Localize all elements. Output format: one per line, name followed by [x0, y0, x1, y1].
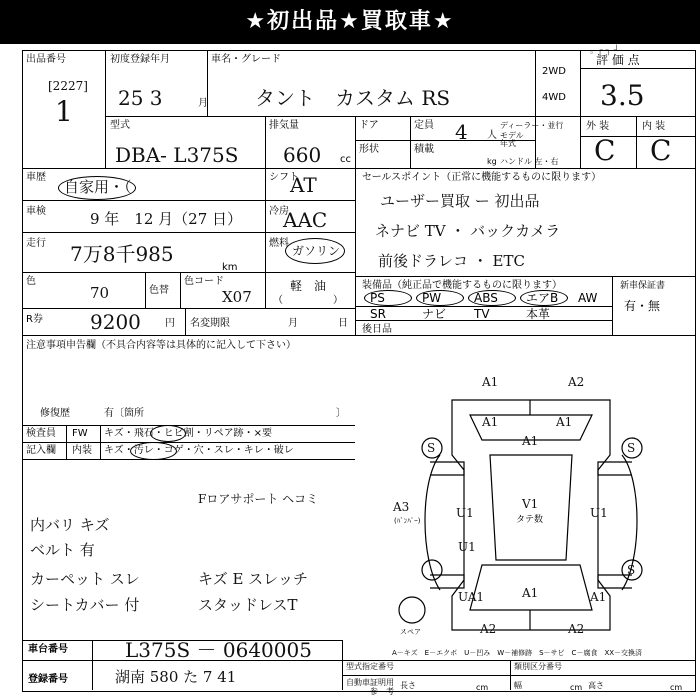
note-3: ベルト 有 [30, 541, 95, 559]
label-first-reg: 初度登録年月 [110, 54, 170, 65]
label-interior: 内 装 [642, 121, 666, 132]
diag-a1-b: A1 [482, 415, 499, 429]
int-check-items: キズ・汚レ・コゲ・穴・スレ・キレ・破レ [104, 445, 294, 456]
ext-check-items: キズ・飛石・ヒビ割・リペア跡・×要 [104, 428, 272, 439]
label-cm-3: cm [670, 683, 683, 692]
label-meigi: 名変期限 [190, 318, 230, 329]
damage-legend: A－キズ E－エクボ U－凹み W－補修跡 S－サビ C－腐食 XX－交換済 [392, 649, 643, 657]
repair-value: 有〔箇所 [104, 408, 144, 419]
label-inspection: 車検 [26, 206, 46, 217]
displacement-value: 660 [283, 143, 322, 167]
label-score: 評 価 点 [596, 53, 640, 67]
label-ref: 参 考 [370, 687, 394, 696]
color-code-value: X07 [222, 288, 252, 306]
label-color: 色 [26, 276, 36, 287]
diag-a2-b: A2 [480, 622, 497, 636]
reg-date: 25 3 [118, 86, 163, 110]
label-repair: 修復歴 [40, 408, 70, 419]
car-name-value: タント カスタム RS [255, 86, 451, 110]
shift-value: AT [290, 173, 317, 197]
label-sales-points: セールスポイント（正常に機能するものに限ります） [362, 172, 602, 183]
label-km: km [222, 262, 238, 273]
label-equipment: 装備品（純正品で機能するものに限ります） [362, 280, 562, 291]
diag-a1-c: A1 [556, 415, 573, 429]
label-ruibetsu: 類別区分番号 [514, 662, 562, 671]
chassis-value: L375S － 0640005 [125, 638, 312, 662]
diag-u1: U1 [456, 506, 474, 520]
label-reg-no: 登録番号 [28, 674, 68, 685]
ext-grade: C [594, 134, 616, 167]
reg-value: 湖南 580 た 7 41 [115, 668, 237, 686]
note-1: Fロアサポート ヘコミ [198, 492, 319, 506]
label-color-swap: 色替 [149, 285, 169, 296]
diag-a3: A3 [393, 500, 410, 514]
equipment-1: PW [422, 291, 442, 305]
label-lot-no: 出品番号 [26, 54, 66, 65]
label-lic-cert: 自動車証明用 [346, 678, 394, 687]
equipment-0: PS [370, 291, 385, 305]
label-entry: 記入欄 [26, 445, 56, 456]
lot-code: [2227] [48, 79, 88, 93]
equipment-5: SR [370, 307, 386, 321]
label-shape: 形状 [359, 144, 379, 155]
fuel-value: ガソリン [292, 244, 341, 258]
diag-s3: S [627, 563, 636, 577]
label-day: 日 [338, 318, 348, 329]
diag-a2-c: A2 [568, 622, 585, 636]
label-yen: 円 [165, 318, 175, 329]
repair-end: 〕 [336, 408, 346, 419]
label-spare: スペア [400, 628, 421, 636]
sales-line-1: ユーザー買取 ー 初出品 [380, 192, 540, 210]
diag-a1-e: A1 [522, 586, 539, 600]
warranty-value: 有・無 [624, 299, 661, 313]
diag-a2-a: A2 [568, 375, 585, 389]
diag-a3-note: (ﾊﾞﾝﾊﾟｰ) [394, 517, 421, 525]
sales-line-2: ネナビ TV ・ バックカメラ [375, 222, 561, 240]
history-value: 自家用・（ [64, 178, 132, 196]
diag-a1-d: A1 [522, 434, 539, 448]
model-value: DBA- L375S [115, 143, 239, 167]
label-model: 型式 [110, 120, 130, 131]
label-2wd: 2WD [542, 66, 566, 77]
diag-s2: S [627, 441, 636, 455]
diag-ui1: U1 [590, 506, 608, 520]
label-load: 積載 [414, 144, 434, 155]
note-7: スタッドレスT [198, 596, 298, 614]
diag-ui2: U1 [458, 540, 476, 554]
label-door: ドア [359, 120, 379, 131]
label-capacity: 定員 [414, 120, 434, 131]
label-dealer: ディーラー・並行 [500, 121, 564, 130]
label-fuel: 燃料 [269, 238, 289, 249]
label-width: 幅 [514, 681, 522, 690]
label-4wd: 4WD [542, 92, 566, 103]
fuel-options: 軽 油 [290, 279, 327, 293]
header-title: ★初出品★買取車★ [245, 9, 455, 34]
label-model-year: モデル 年式 [500, 131, 524, 148]
diag-a1-a: A1 [482, 375, 499, 389]
note-5: シートカバー 付 [30, 596, 140, 614]
label-mileage: 走行 [26, 238, 46, 249]
note-2: 内バリ キズ [30, 516, 110, 534]
color-value: 70 [90, 284, 110, 302]
label-shiki: 型式指定番号 [346, 662, 394, 671]
label-length: 長さ [400, 681, 416, 690]
note-4: カーペット スレ [30, 570, 140, 588]
diag-s1: S [427, 441, 436, 455]
label-chassis-no: 車台番号 [28, 644, 68, 655]
equipment-2: ABS [474, 291, 498, 305]
equipment-7: TV [474, 307, 490, 321]
diag-ua1: UA1 [458, 590, 485, 604]
note-6: キズ E スレッチ [198, 570, 309, 588]
recycle-value: 9200 [90, 310, 141, 334]
label-notes: 注意事項申告欄（不具合内容等は具体的に記入して下さい） [26, 340, 296, 351]
label-kg: kg [487, 157, 497, 166]
label-new-warranty: 新車保証書 [620, 281, 666, 291]
capacity-unit: 人 [487, 130, 497, 141]
label-shift: シフト [269, 172, 299, 183]
equipment-6: ナビ [422, 307, 447, 321]
inspection-value: 9 年 12 月（27 日） [90, 210, 243, 228]
label-history: 車歴 [26, 172, 46, 183]
sales-line-3: 前後ドラレコ ・ ETC [378, 252, 525, 270]
label-handle: ハンドル 左・右 [500, 157, 559, 166]
aircon-value: AAC [283, 208, 328, 232]
cc-unit: cc [340, 154, 351, 165]
fuel-paren: （ ） [273, 295, 343, 306]
label-exterior: 外 装 [586, 121, 610, 132]
equipment-3: エアB [526, 291, 559, 305]
label-cm-2: cm [570, 683, 583, 692]
diag-v1: V1 [522, 497, 539, 511]
equipment-4: AW [578, 291, 598, 305]
top-right-mark: ｡ ┌ ┐ ┘ [590, 46, 620, 56]
label-month: 月 [288, 318, 298, 329]
label-inspector: 検査員 [26, 428, 56, 439]
label-recycle: R券 [26, 314, 43, 325]
label-displacement: 排気量 [269, 120, 299, 131]
lot-number: 1 [55, 95, 73, 128]
label-cm-1: cm [476, 683, 489, 692]
label-color-code: 色コード [184, 276, 224, 287]
diag-a1-f: A1 [590, 590, 607, 604]
int-grade: C [650, 134, 672, 167]
label-after-market: 後日品 [362, 324, 392, 335]
equipment-8: 本革 [526, 307, 551, 321]
diag-v1-note: タテ数 [516, 515, 544, 525]
label-car-name: 車名・グレード [211, 54, 281, 65]
label-interior-row: 内装 [72, 445, 92, 456]
mileage-value: 7万8千985 [70, 242, 174, 266]
label-aircon: 冷房 [269, 206, 289, 217]
score-value: 3.5 [600, 79, 645, 112]
reg-month: 月 [198, 98, 208, 109]
label-height: 高さ [588, 681, 604, 690]
check-fw: FW [72, 428, 88, 439]
capacity-value: 4 [455, 120, 468, 144]
